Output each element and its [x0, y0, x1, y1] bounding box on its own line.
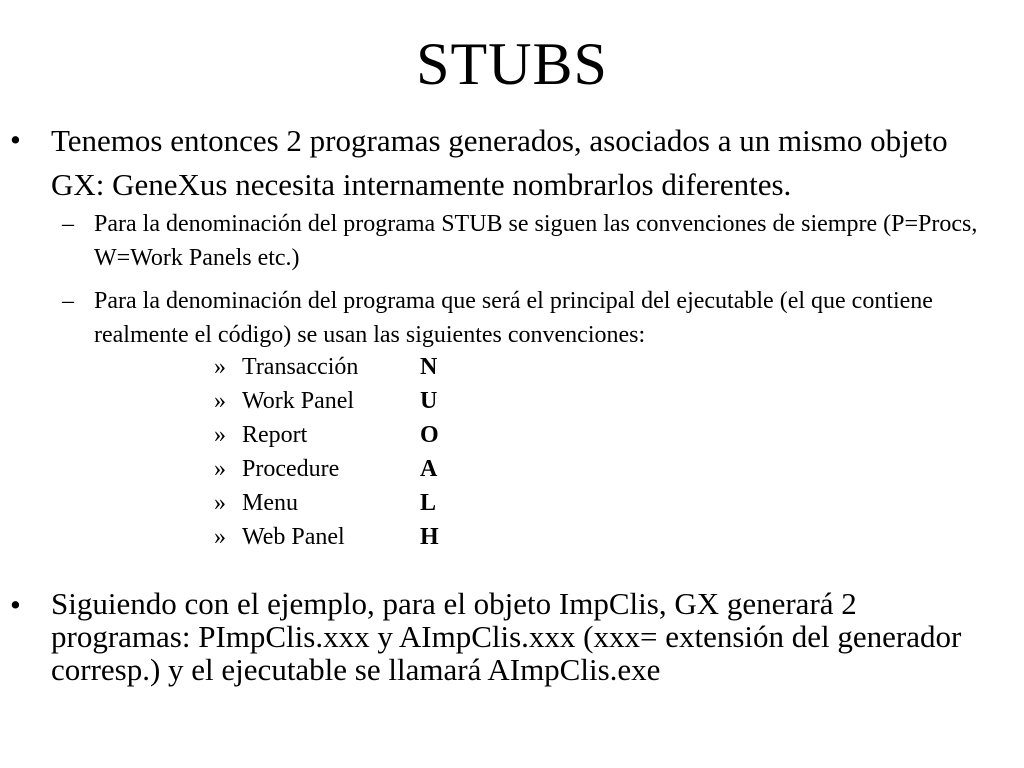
double-chevron-icon: » — [214, 524, 226, 550]
double-chevron-icon: » — [214, 388, 226, 414]
bullet-dot-icon: • — [10, 122, 21, 157]
double-chevron-icon: » — [214, 456, 226, 482]
convention-label: Web Panel — [242, 524, 345, 550]
double-chevron-icon: » — [214, 490, 226, 516]
bullet-text: Siguiendo con el ejemplo, para el objeto ImpClis, GX generará 2 programas: PImpClis.xxx y AImpClis.xxx (xxx= extensión del generador corresp.) y el ejecutable se llamará AImpClis.exe — [51, 586, 962, 687]
bullet-text: Tenemos entonces 2 programas generados, asociados a un mismo objeto GX: GeneXus necesita internamente nombrarlos diferentes. — [51, 123, 948, 202]
convention-code: U — [420, 388, 438, 414]
convention-label: Report — [242, 422, 308, 448]
dash-icon: – — [62, 288, 74, 314]
convention-code: L — [420, 490, 437, 516]
sub-bullet-text: Para la denominación del programa STUB se siguen las convenciones de siempre (P=Procs, W=Work Panels etc.) — [94, 211, 978, 271]
convention-label: Transacción — [242, 354, 359, 380]
dash-icon: – — [62, 211, 74, 237]
convention-label: Menu — [242, 490, 298, 516]
convention-label: Procedure — [242, 456, 340, 482]
convention-code: N — [420, 354, 438, 380]
convention-code: A — [420, 456, 438, 482]
convention-code: H — [420, 524, 439, 550]
bullet-dot-icon: • — [10, 587, 21, 622]
sub-bullet-text: Para la denominación del programa que será el principal del ejecutable (el que contiene realmente el código) se usan las siguientes convenciones: — [94, 288, 933, 348]
double-chevron-icon: » — [214, 422, 226, 448]
convention-label: Work Panel — [242, 388, 355, 414]
slide-title: STUBS — [416, 31, 608, 97]
double-chevron-icon: » — [214, 354, 226, 380]
convention-code: O — [420, 422, 439, 448]
